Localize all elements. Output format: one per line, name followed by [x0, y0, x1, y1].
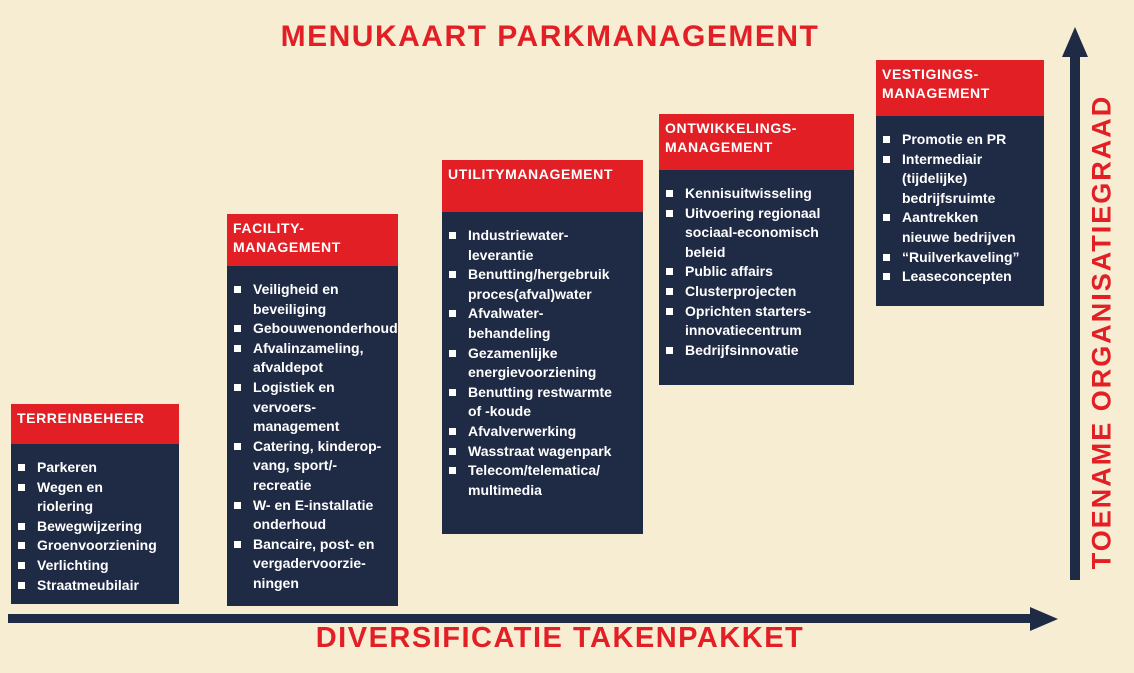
list-item-text: Bewegwijzering — [37, 517, 143, 534]
list-item-text: innovatiecentrum — [685, 322, 802, 339]
list-item-text: Afvalinzameling, — [253, 339, 364, 356]
list-item-text: Afvalverwerking — [468, 422, 577, 439]
list-item-text: Afvalwater- — [468, 305, 544, 322]
list-item — [231, 339, 392, 378]
column-ontwikkelingsmanagement — [659, 114, 854, 385]
x-axis-label: DIVERSIFICATIE TAKENPAKKET — [315, 622, 805, 654]
list-item — [663, 341, 848, 361]
list-item — [663, 302, 848, 341]
list-item-text: Industriewater- — [468, 227, 569, 243]
column-terreinbeheer — [11, 404, 179, 604]
column-header-line: MANAGEMENT — [233, 239, 341, 255]
list-item — [15, 517, 173, 537]
list-item — [880, 208, 1038, 247]
list-item-text: Kennisuitwisseling — [685, 185, 812, 201]
list-item — [880, 130, 1038, 150]
list-item-text: Public affairs — [685, 263, 773, 280]
list-item-text: Bedrijfsinnovatie — [685, 341, 799, 358]
column-header-line: VESTIGINGS- — [882, 66, 979, 82]
list-item-text: Straatmeubilair — [37, 576, 139, 593]
list-item-text: Intermediair — [902, 150, 983, 167]
list-item-text: beleid — [685, 243, 726, 260]
list-item-text: riolering — [37, 498, 94, 515]
list-item-text: vergadervoorzie- — [253, 555, 366, 572]
list-item-text: Aantrekken — [902, 209, 979, 226]
list-item — [15, 458, 173, 478]
list-item-text: management — [253, 418, 340, 435]
list-item — [15, 478, 173, 517]
list-item — [15, 556, 173, 576]
list-item-text: (tijdelijke) — [902, 170, 968, 187]
list-item — [231, 319, 398, 339]
y-axis-arrow-head — [1062, 27, 1088, 57]
list-item-text: Uitvoering regionaal — [685, 204, 821, 221]
list-item — [231, 437, 392, 496]
column-header-line: UTILITYMANAGEMENT — [448, 166, 613, 182]
x-axis-arrow-head — [1030, 607, 1058, 631]
column-header — [876, 60, 1044, 116]
list-item — [446, 265, 637, 304]
list-item-text: ningen — [253, 574, 299, 591]
list-item — [231, 280, 392, 319]
list-item — [446, 422, 637, 442]
column-body — [876, 116, 1044, 306]
list-item-text: Wegen en — [37, 478, 103, 495]
list-item-text: Gezamenlijke — [468, 344, 558, 361]
list-item-text: Leaseconcepten — [902, 268, 1012, 285]
list-item-text: Logistiek en vervoers- — [253, 378, 335, 415]
list-item-text: multimedia — [468, 481, 542, 498]
list-item-text: proces(afval)water — [468, 285, 592, 302]
column-header-line: FACILITY- — [233, 220, 305, 236]
list-item — [663, 282, 848, 302]
list-item — [446, 226, 637, 265]
list-item — [880, 150, 1038, 209]
column-vestigingsmanagement — [876, 60, 1044, 306]
column-body — [11, 444, 179, 604]
list-item — [880, 267, 1038, 287]
list-item — [231, 496, 392, 535]
list-item-text: Oprichten starters- — [685, 302, 812, 319]
list-item-text: nieuwe bedrijven — [902, 228, 1016, 245]
list-item-text: Benutting/hergebruik — [468, 266, 610, 283]
list-item-text: behandeling — [468, 324, 551, 341]
list-item-text: Promotie en PR — [902, 131, 1007, 147]
column-body — [659, 170, 854, 385]
list-item — [446, 383, 637, 422]
list-item-text: bedrijfsruimte — [902, 189, 996, 206]
list-item-text: beveiliging — [253, 300, 327, 317]
list-item-text: of -koude — [468, 403, 531, 420]
column-body — [442, 212, 643, 534]
list-item-text: Telecom/telematica/ — [468, 462, 601, 479]
list-item-text: afvaldepot — [253, 359, 324, 376]
list-item-text: W- en E-installatie — [253, 496, 374, 513]
list-item — [880, 248, 1038, 268]
column-header-line: MANAGEMENT — [665, 139, 773, 155]
list-item-text: Verlichting — [37, 556, 109, 573]
list-item — [446, 344, 637, 383]
list-item-text: energievoorziening — [468, 364, 597, 381]
column-facility-management — [227, 214, 398, 606]
column-header — [227, 214, 398, 266]
list-item — [663, 262, 848, 282]
column-header-line: ONTWIKKELINGS- — [665, 120, 798, 136]
list-item-text: Parkeren — [37, 459, 97, 475]
list-item-text: Wasstraat wagenpark — [468, 442, 612, 459]
list-item-text: vang, sport/-recreatie — [253, 457, 338, 493]
list-item-text: Catering, kinderop- — [253, 437, 382, 454]
column-header — [659, 114, 854, 170]
list-item — [446, 442, 637, 462]
list-item-text: Bancaire, post- en — [253, 535, 375, 552]
list-item-text: Groenvoorziening — [37, 537, 157, 554]
y-axis-label: TOENAME ORGANISATIEGRAAD — [1086, 94, 1117, 570]
list-item — [446, 304, 637, 343]
column-header-line: TERREINBEHEER — [17, 410, 145, 426]
list-item-text: Veiligheid en — [253, 281, 339, 297]
page-title: MENUKAART PARKMANAGEMENT — [280, 20, 820, 53]
list-item — [663, 204, 848, 263]
list-item — [663, 184, 848, 204]
list-item-text: Clusterprojecten — [685, 282, 797, 299]
list-item — [446, 461, 637, 500]
column-utilitymanagement — [442, 160, 643, 534]
list-item — [15, 576, 173, 596]
column-header — [11, 404, 179, 444]
list-item-text: Benutting restwarmte — [468, 383, 612, 400]
list-item-text: sociaal-economisch — [685, 224, 819, 241]
list-item — [231, 378, 392, 437]
column-header-line: MANAGEMENT — [882, 85, 990, 101]
list-item-text: leverantie — [468, 246, 534, 263]
list-item — [231, 535, 392, 594]
column-header — [442, 160, 643, 212]
list-item-text: Gebouwenonderhoud — [253, 320, 398, 337]
y-axis-arrow-line — [1070, 55, 1080, 580]
list-item-text: “Ruilverkaveling” — [902, 248, 1020, 265]
list-item — [15, 536, 173, 556]
list-item-text: onderhoud — [253, 516, 327, 533]
column-body — [227, 266, 398, 606]
